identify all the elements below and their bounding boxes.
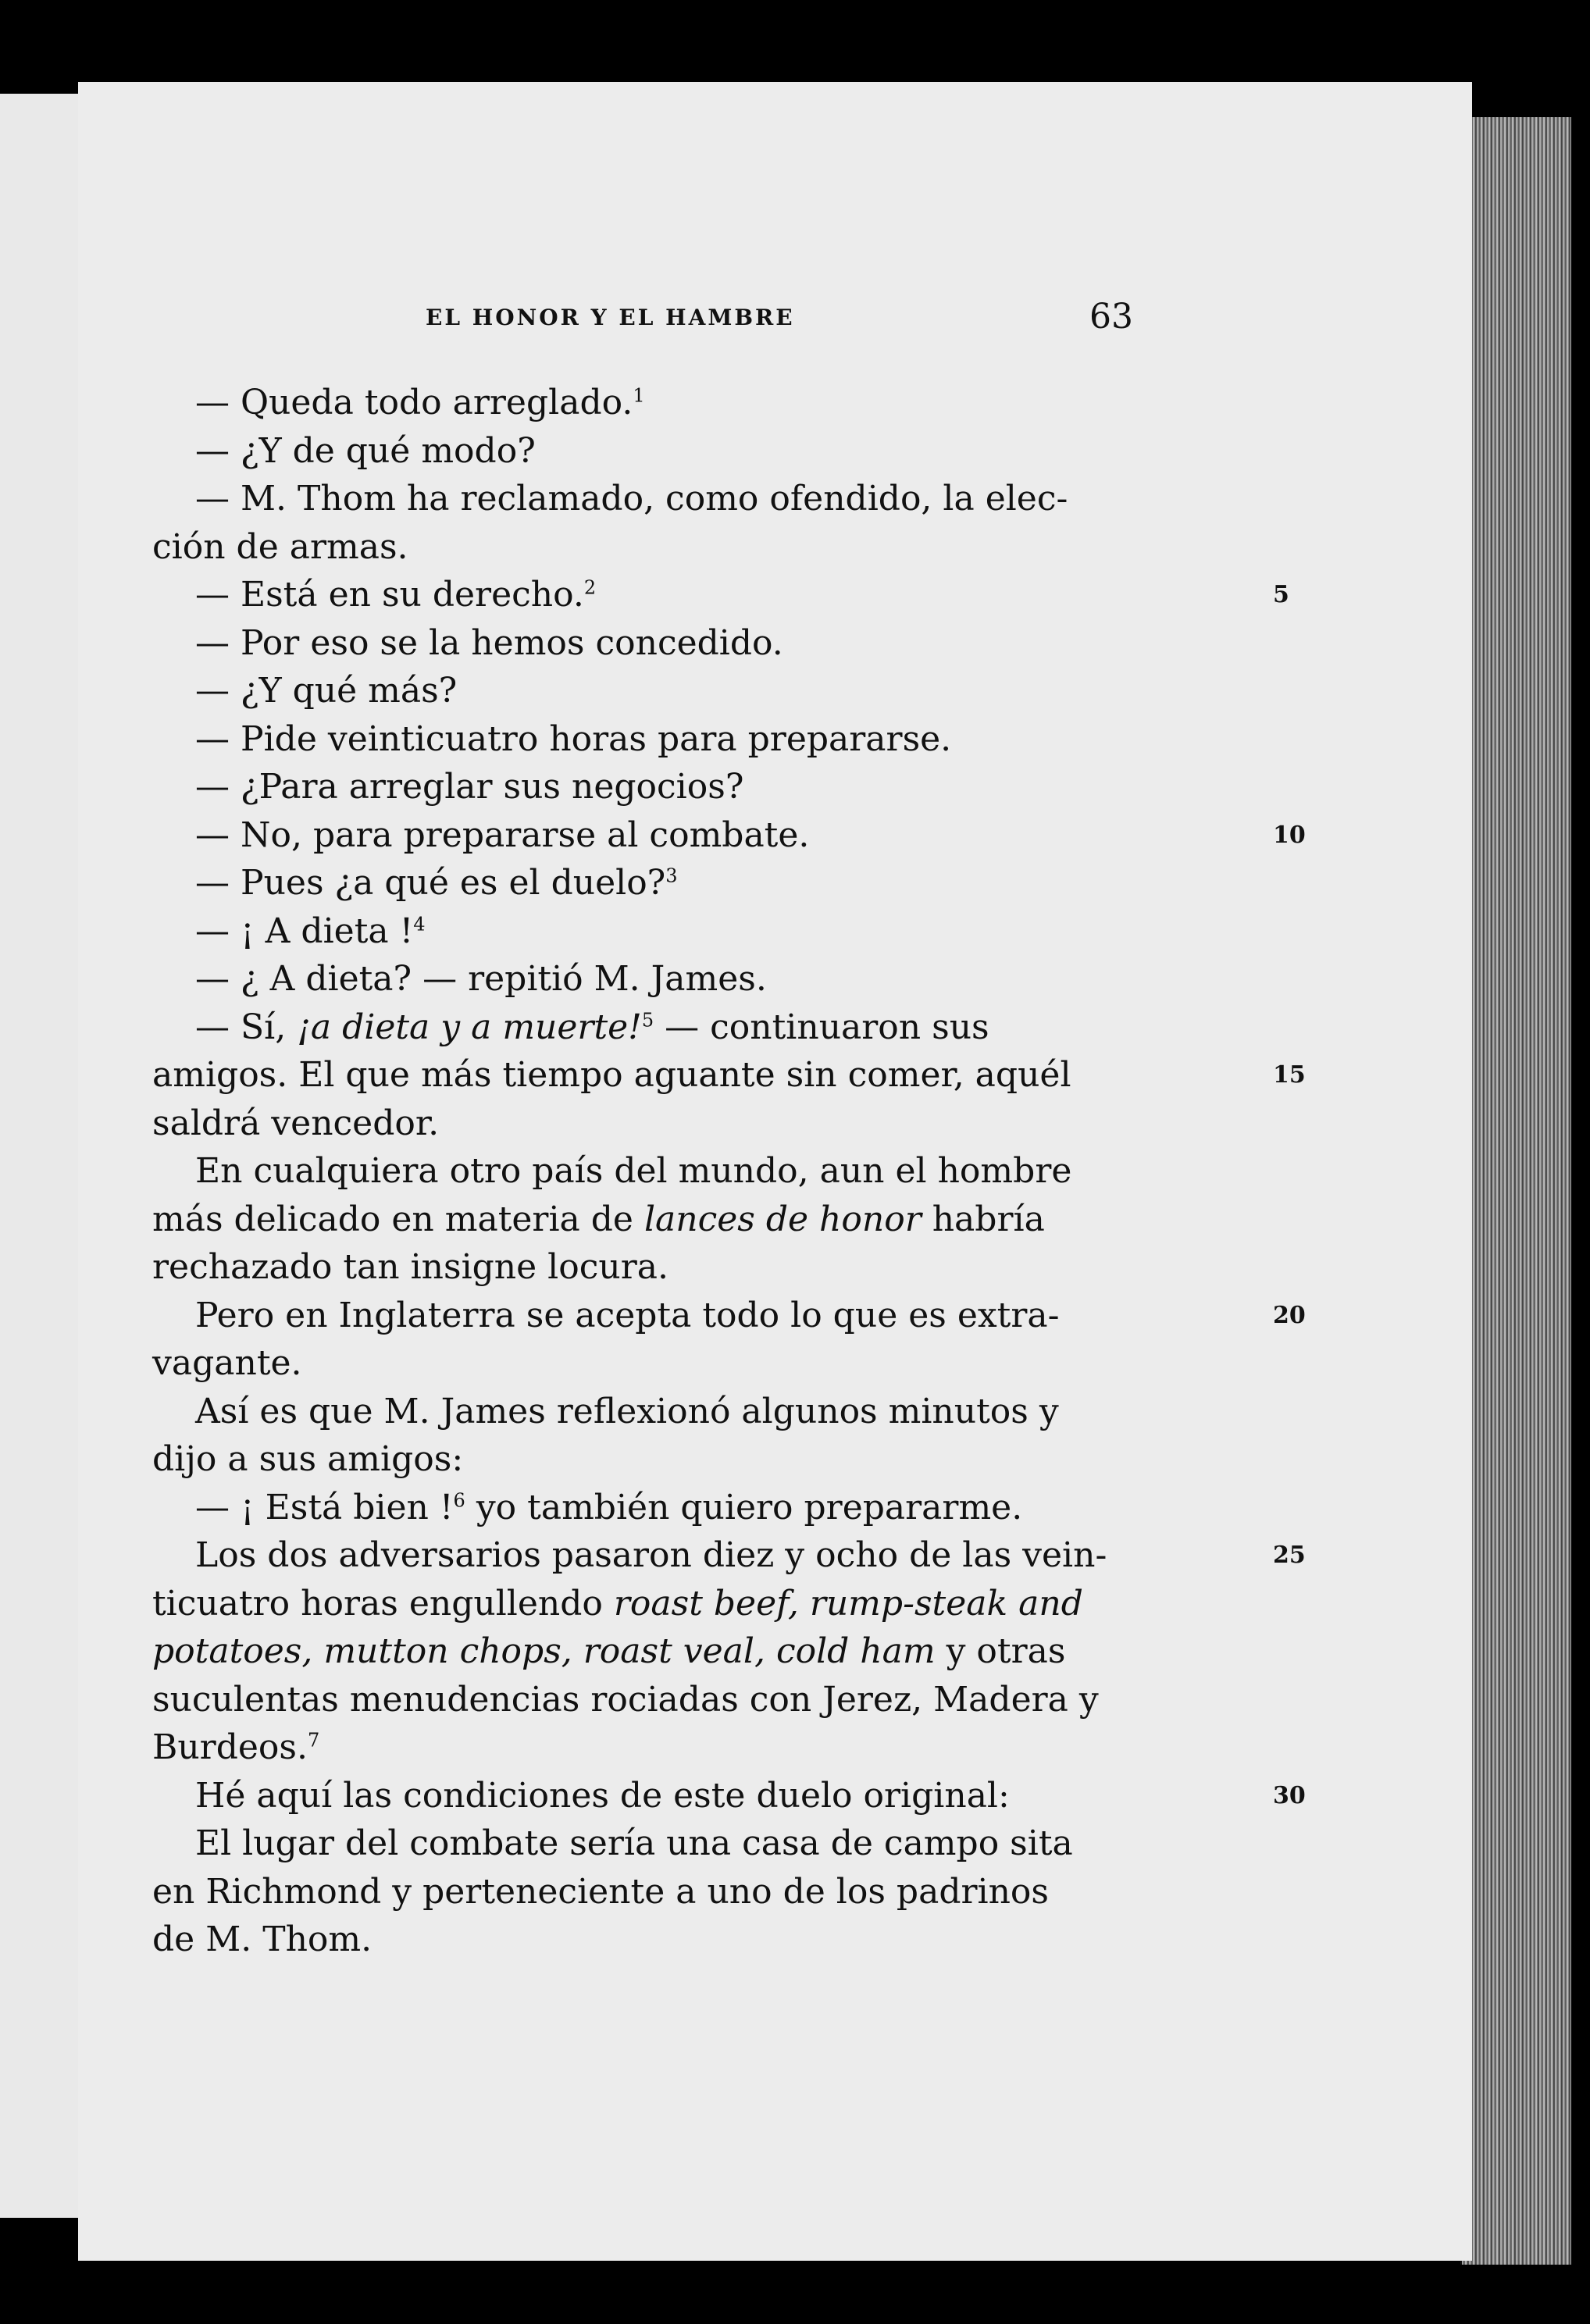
text-line: — ¿Y qué más? bbox=[195, 671, 458, 711]
footnote-marker: 4 bbox=[413, 912, 426, 935]
footnote-marker: 1 bbox=[633, 384, 645, 407]
text-line: Los dos adversarios pasaron diez y ocho de las vein- bbox=[195, 1535, 1107, 1575]
italic-phrase: potatoes, mutton chops, roast veal, cold ham bbox=[152, 1631, 936, 1671]
page-stack-edge bbox=[1460, 117, 1571, 2265]
footnote-marker: 2 bbox=[583, 576, 597, 599]
text-line: rechazado tan insigne locura. bbox=[152, 1247, 668, 1287]
text-line: — Por eso se la hemos concedido. bbox=[195, 622, 783, 663]
text-line: de M. Thom. bbox=[152, 1919, 373, 1959]
text-line: — ¡ Está bien !$^6$ yo también quiero prepararme. bbox=[195, 1487, 1023, 1527]
text-line: potatoes, mutton chops, roast veal, cold ham y otras bbox=[152, 1631, 1066, 1671]
italic-phrase: ¡a dieta y a muerte! bbox=[297, 1007, 642, 1047]
text-line: — Pide veinticuatro horas para prepararse. bbox=[195, 718, 952, 759]
text-line: Así es que M. James reflexionó algunos minutos y bbox=[195, 1391, 1059, 1431]
line-number: 25 bbox=[1273, 1542, 1306, 1569]
text-line: El lugar del combate sería una casa de campo sita bbox=[195, 1823, 1073, 1863]
text-line: suculentas menudencias rociadas con Jerez, Madera y bbox=[152, 1679, 1099, 1720]
text-line: ción de armas. bbox=[152, 526, 408, 567]
line-number: 20 bbox=[1273, 1301, 1306, 1329]
text-line: — ¿Para arreglar sus negocios? bbox=[195, 767, 744, 807]
text-line: saldrá vencedor. bbox=[152, 1103, 440, 1143]
line-number: 5 bbox=[1273, 581, 1289, 608]
text-line: — M. Thom ha reclamado, como ofendido, la elec- bbox=[195, 479, 1068, 519]
text-line: — Pues ¿a qué es el duelo?$^3$ bbox=[195, 863, 678, 903]
italic-phrase: lances de honor bbox=[643, 1199, 922, 1239]
italic-phrase: roast beef, rump-steak and bbox=[613, 1583, 1083, 1624]
text-line: — ¡ A dieta !$^4$ bbox=[195, 911, 426, 951]
text-line: — Sí, ¡a dieta y a muerte!$^5$ — continuaron sus bbox=[195, 1007, 989, 1047]
footnote-marker: 7 bbox=[307, 1729, 320, 1752]
text-line: En cualquiera otro país del mundo, aun el hombre bbox=[195, 1151, 1072, 1191]
text-line: Pero en Inglaterra se acepta todo lo que es extra- bbox=[195, 1295, 1060, 1335]
text-line: — Está en su derecho.$^2$ bbox=[195, 575, 597, 615]
text-line: en Richmond y perteneciente a uno de los padrinos bbox=[152, 1871, 1049, 1912]
footnote-marker: 3 bbox=[665, 864, 678, 887]
text-line: Hé aquí las condiciones de este duelo original: bbox=[195, 1775, 1010, 1816]
text-line: dijo a sus amigos: bbox=[152, 1439, 464, 1479]
left-page-edge bbox=[0, 94, 80, 2218]
footnote-marker: 6 bbox=[453, 1488, 465, 1511]
text-line: — No, para prepararse al combate. bbox=[195, 814, 810, 855]
text-line: ticuatro horas engullendo roast beef, rump-steak and bbox=[152, 1583, 1083, 1624]
text-line: — ¿Y de qué modo? bbox=[195, 430, 536, 471]
line-number: 15 bbox=[1273, 1061, 1306, 1089]
running-head: EL HONOR Y EL HAMBRE bbox=[426, 305, 795, 330]
line-number: 30 bbox=[1273, 1781, 1306, 1809]
text-line: — Queda todo arreglado.$^1$ bbox=[195, 383, 645, 422]
text-line: más delicado en materia de lances de honor habría bbox=[152, 1199, 1045, 1239]
text-line: — ¿ A dieta? — repitió M. James. bbox=[195, 959, 767, 999]
line-number: 10 bbox=[1273, 821, 1306, 849]
footnote-marker: 5 bbox=[641, 1008, 654, 1031]
text-line: amigos. El que más tiempo aguante sin comer, aquél bbox=[152, 1055, 1071, 1095]
text-line: Burdeos.$^7$ bbox=[152, 1727, 320, 1767]
page-number: 63 bbox=[1089, 297, 1133, 337]
text-line: vagante. bbox=[152, 1343, 302, 1383]
